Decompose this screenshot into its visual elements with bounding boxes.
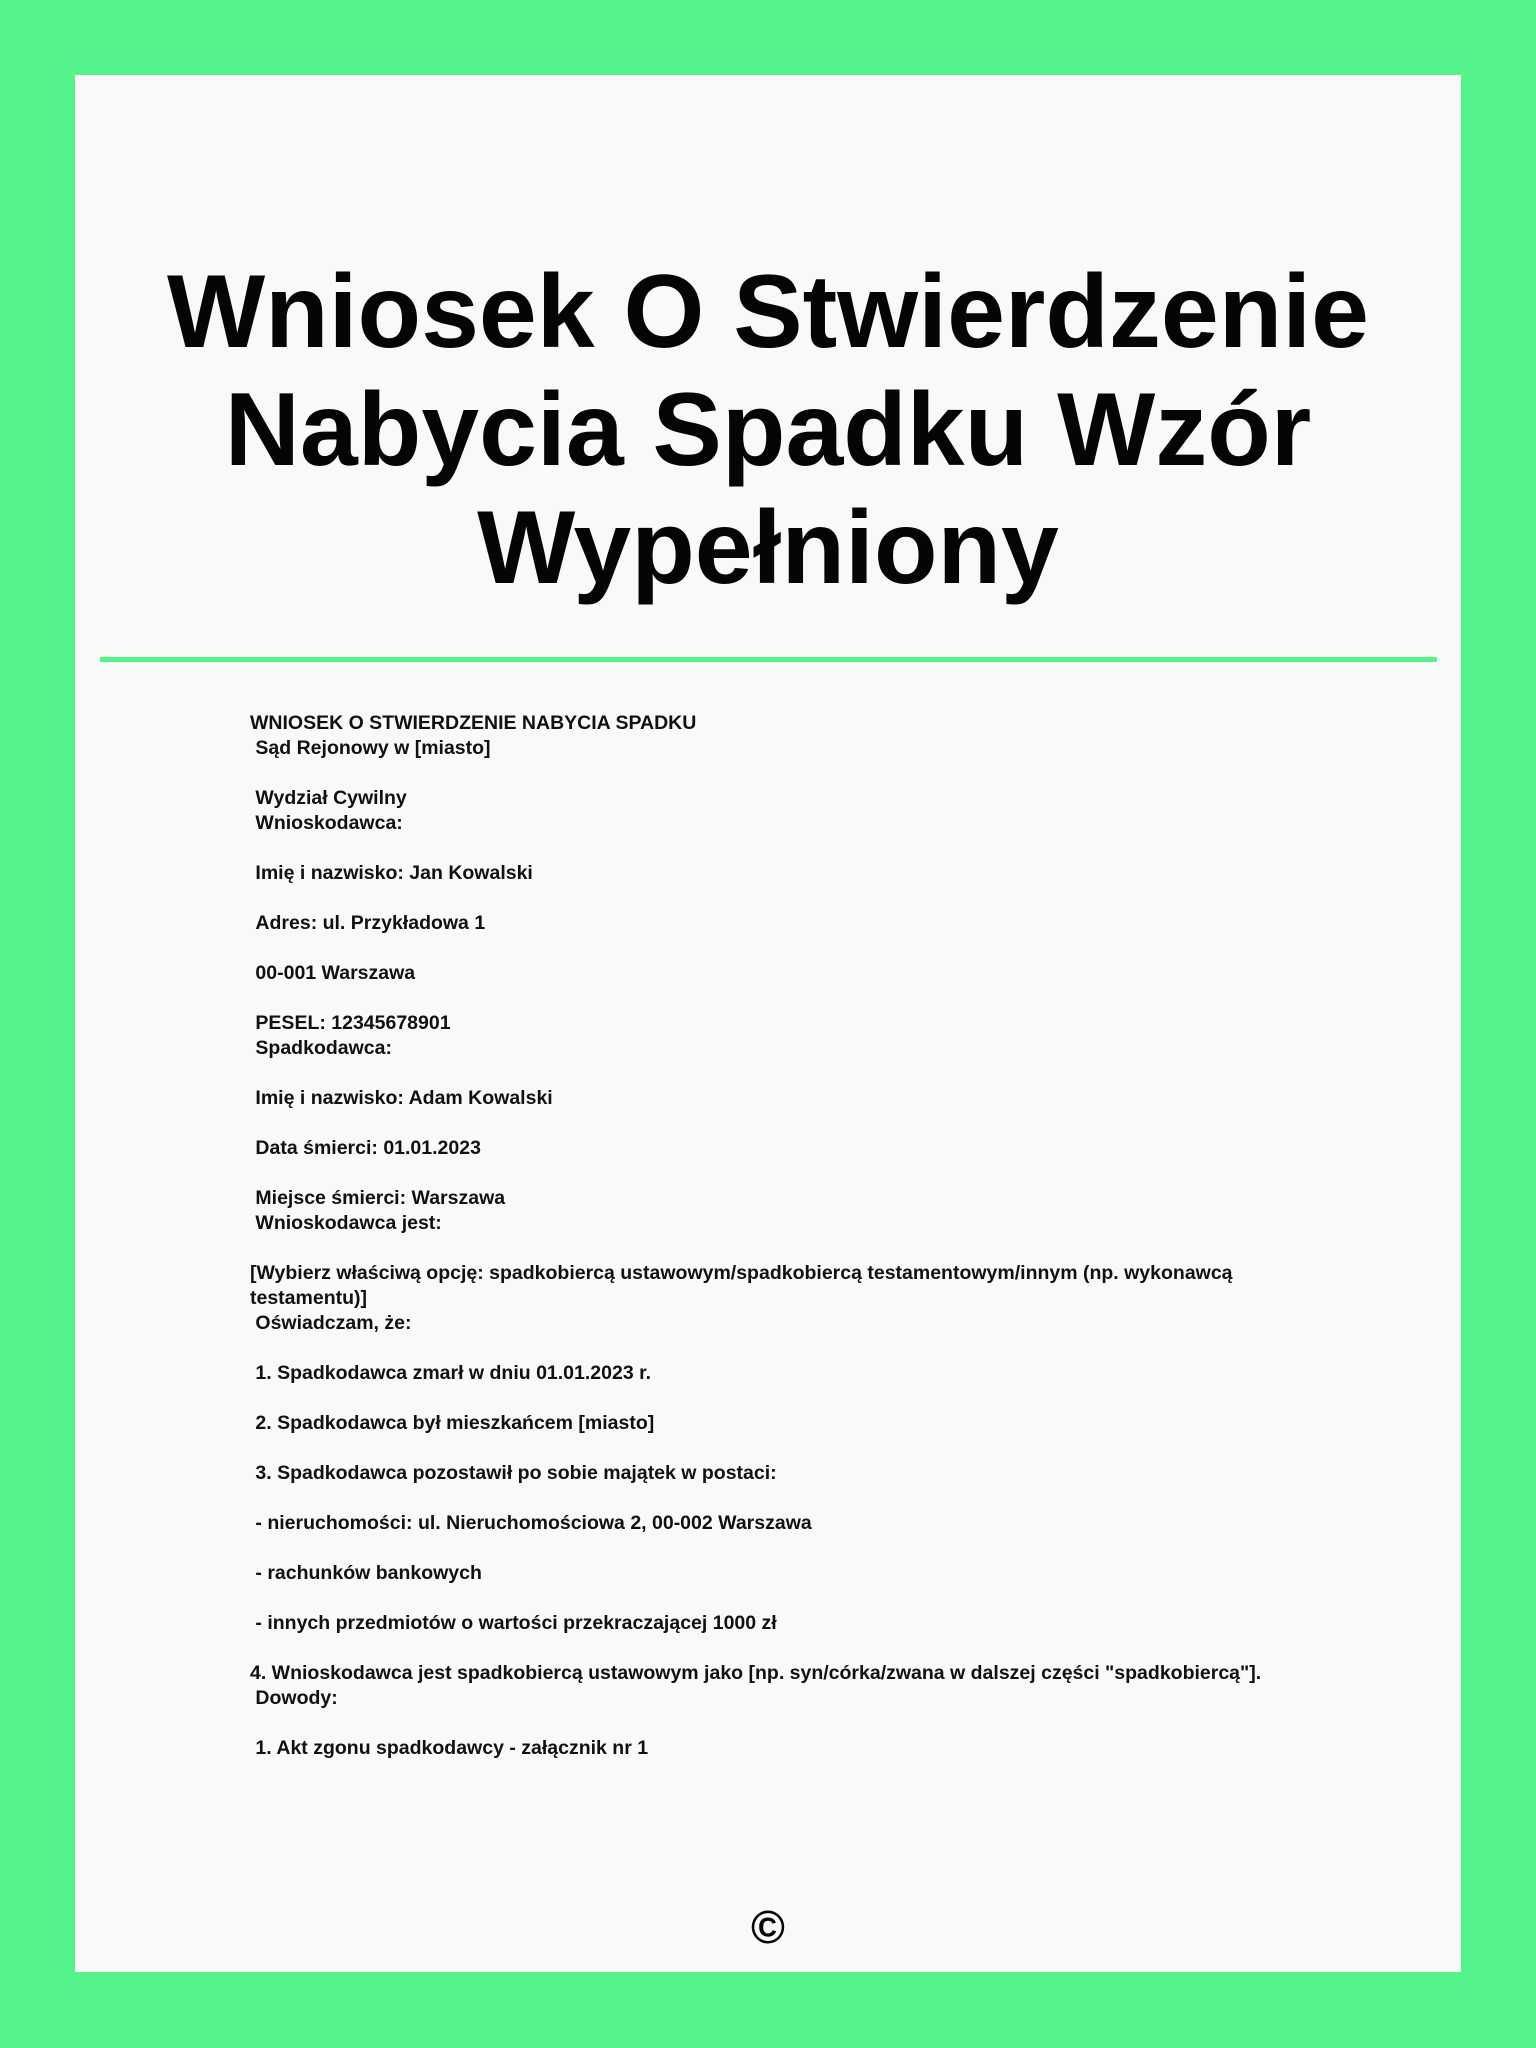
document-sheet (75, 75, 1461, 1972)
copyright-symbol: © (751, 1901, 785, 1953)
document-body: WNIOSEK O STWIERDZENIE NABYCIA SPADKU Sąd Rejonowy w [miasto] Wydział Cywilny Wnioskodawca: Imię i nazwisko: Jan Kowalski Adres: ul. Przykładowa 1 00-001 Warszawa PESEL: 12345678901 Spadkodawca: Imię i nazwisko: Adam Kowalski Data śmierci: 01.01.2023 Miejsce śmierci: Warszawa Wnioskodawca jest: [Wybierz właściwą opcję: spadkobiercą ustawowym/spadkobiercą testamentowym/innym (np. wykonawcą testamentu)] Oświadczam, że: 1. Spadkodawca zmarł w dniu 01.01.2023 r. 2. Spadkodawca był mieszkańcem [miasto] 3. Spadkodawca pozostawił po sobie majątek w postaci: - nieruchomości: ul. Nieruchomościowa 2, 00-002 Warszawa - rachunków bankowych - innych przedmiotów o wartości przekraczającej 1000 zł 4. Wnioskodawca jest spadkobiercą ustawowym jako [np. syn/córka/zwana w dalszej części "spadkobiercą"]. Dowody: 1. Akt zgonu spadkodawcy - załącznik nr 1 (250, 712, 1262, 1759)
page-title: Wniosek O Stwierdzenie Nabycia Spadku Wzór Wypełniony (166, 254, 1370, 606)
title-divider (100, 657, 1437, 662)
